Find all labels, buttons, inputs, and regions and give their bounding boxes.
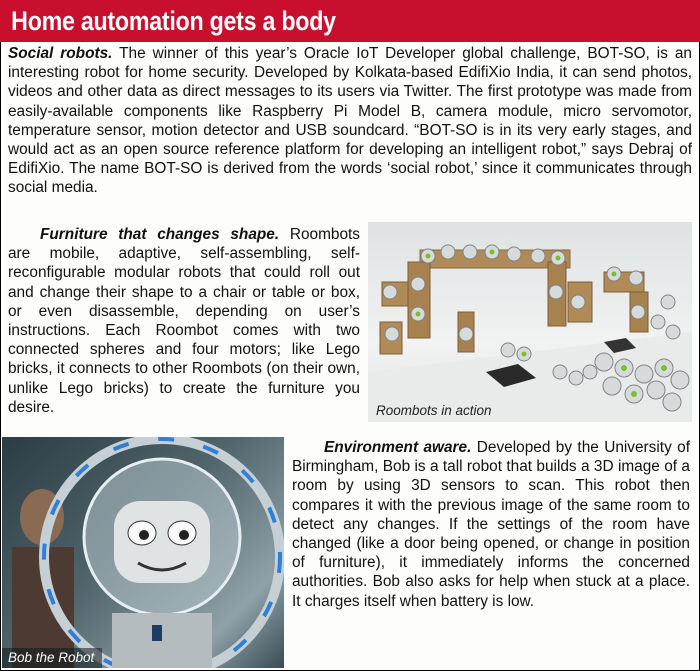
roombots-illustration: [368, 222, 692, 422]
roombots-photo: [368, 222, 692, 422]
social-robots-body: The winner of this year’s Oracle IoT Developer global challenge, BOT-SO, is an interesting robot for home security. Developed by Kolkata-based EdifiXio India, it can send photos, videos and other data as direct messages to its users via Twitter. The first prototype was made from easily-available components like Raspberry Pi Model B, camera module, micro servomotor, temperature sensor, motion detector and USB soundcard. “BOT-SO is in its very early stages, and would act as an open source reference platform for developing an intelligent robot,” says Debraj of EdifiXio. The name BOT-SO is derived from the words ‘social robot,’ since it communicates through social media.: [8, 45, 692, 197]
furniture-paragraph: [8, 225, 360, 417]
social-robots-heading: Social robots.: [8, 45, 113, 62]
title-banner: [0, 0, 700, 42]
article-title: Home automation gets a body: [11, 6, 336, 36]
environment-body: Developed by the University of Birmingham, Bob is a tall robot that builds a 3D image of a room by using 3D sensors to scan. This robot then compares it with the previous image of the same room to detect any changes. If the settings of the room have changed (like a door being opened, or change in position of furniture), it immediately informs the concerned authorities. Bob also asks for help when stuck at a place. It charges itself when battery is low.: [292, 439, 691, 610]
bob-robot-illustration: [2, 437, 284, 668]
furniture-body: Roombots are mobile, adaptive, self-assembling, self-reconfigurable modular robots that could roll out and change their shape to a chair or table or box, or even disassemble, depending on user’s instructions. Each Roombot comes with two connected spheres and four motors; like Lego bricks, it connects to other Roombots (on their own, unlike Lego bricks) to create the furniture you desire.: [8, 226, 360, 416]
environment-heading: Environment aware.: [324, 439, 472, 456]
furniture-heading: Furniture that changes shape.: [40, 226, 280, 243]
environment-paragraph: [292, 438, 690, 611]
social-robots-paragraph: [8, 44, 692, 198]
bob-robot-photo: [2, 437, 284, 668]
roombots-caption: Roombots in action: [376, 403, 492, 418]
bob-caption: Bob the Robot: [2, 648, 102, 668]
